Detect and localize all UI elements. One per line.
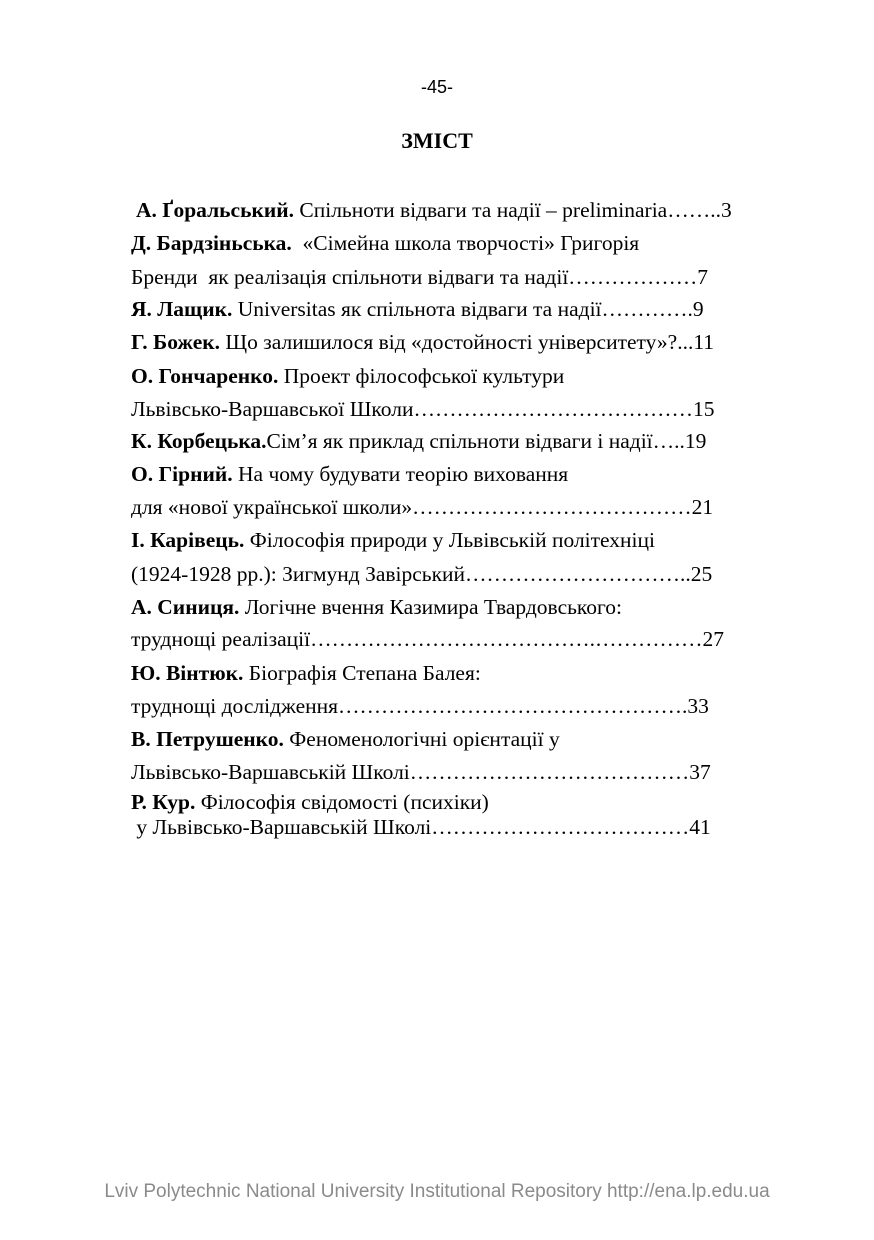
toc-text: Спільноти відваги та надії – preliminaria……..3 [294, 198, 732, 222]
toc-text: Universitas як спільнота відваги та надії………….9 [232, 297, 704, 321]
toc-text: (1924-1928 рр.): Зигмунд Завірський…………………………..25 [131, 562, 713, 586]
page-title: ЗМІСТ [401, 128, 473, 153]
toc-line [131, 329, 714, 355]
toc-text: На чому будувати теорію виховання [232, 462, 569, 486]
repository-footer: Lviv Polytechnic National University Institutional Repository http://ena.lp.edu.ua [104, 1181, 770, 1202]
toc-line [131, 594, 622, 620]
toc-text: Бренди як реалізація спільноти відваги та надії………………7 [131, 265, 709, 289]
toc-text: труднощі дослідження………………………………………….33 [131, 694, 709, 718]
toc-text: Філософія природи у Львівській політехніці [244, 528, 656, 552]
toc-line [131, 726, 560, 752]
toc-text: для «нової української школи»…………………………………21 [131, 495, 714, 519]
toc-line [131, 494, 713, 520]
toc-text: Філософія свідомості (психіки) [195, 790, 489, 814]
toc-text: Феноменологічні орієнтації у [283, 727, 560, 751]
toc-text: Львівсько-Варшавській Школі…………………………………37 [131, 760, 711, 784]
toc-line [131, 296, 704, 322]
toc-text: Проект філософської культури [278, 364, 565, 388]
toc-line [131, 264, 708, 290]
toc-author: І. Карівець. [131, 528, 245, 552]
toc-text: Львівсько-Варшавської Школи…………………………………15 [131, 397, 715, 421]
toc-text: Що залишилося від «достойності університету»?...11 [220, 330, 715, 354]
toc-author: О. Гончаренко. [131, 364, 279, 388]
toc-author: О. Гірний. [131, 462, 233, 486]
toc-text: у Львівсько-Варшавській Школі………………………………41 [131, 815, 711, 839]
toc-line [131, 428, 706, 454]
toc-line [131, 363, 564, 389]
toc-author: А. Ґоральський. [136, 198, 294, 222]
toc-text: Біографія Степана Балея: [243, 661, 481, 685]
toc-author: Я. Лащик. [131, 297, 233, 321]
toc-line [131, 814, 711, 840]
toc-author: А. Синиця. [131, 595, 240, 619]
toc-line [131, 561, 712, 587]
toc-text: труднощі реалізації………………………………….……………27 [131, 627, 724, 651]
toc-author: Г. Божек. [131, 330, 221, 354]
toc-text: Логічне вчення Казимира Твардовського: [239, 595, 623, 619]
toc-line [131, 461, 568, 487]
toc-line [131, 759, 711, 785]
toc-line [131, 396, 714, 422]
toc-line [131, 527, 655, 553]
toc-line [131, 660, 481, 686]
toc-author: Ю. Вінтюк. [131, 661, 244, 685]
toc-author: Д. Бардзіньська. [131, 231, 292, 255]
toc-text: Сім’я як приклад спільноти відваги і надії…..19 [266, 429, 707, 453]
toc-line [131, 693, 709, 719]
toc-author: К. Корбецька. [131, 429, 267, 453]
toc-author: Р. Кур. [131, 790, 196, 814]
toc-author: В. Петрушенко. [131, 727, 284, 751]
toc-line [131, 230, 639, 256]
toc-line [131, 626, 724, 652]
toc-text: «Сімейна школа творчості» Григорія [291, 231, 640, 255]
page-number: -45- [420, 77, 453, 97]
toc-line [131, 789, 489, 815]
toc-line [136, 197, 732, 223]
